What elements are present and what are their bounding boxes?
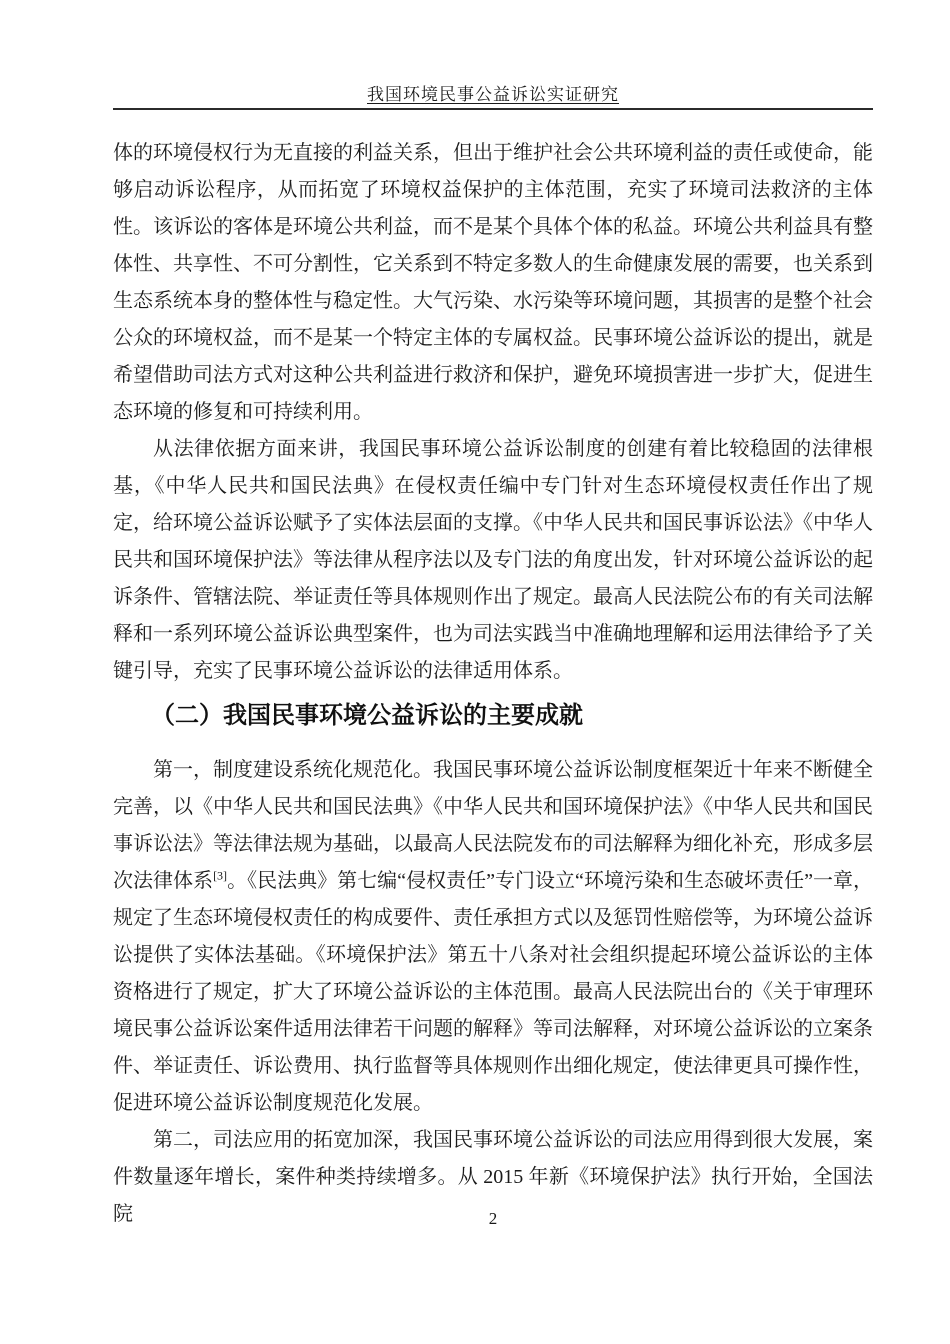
footnote-ref-3: [3] [213, 868, 228, 883]
page-header [113, 84, 873, 110]
page-body [0, 110, 950, 1233]
running-head-title: 我国环境民事公益诉讼实证研究 [367, 85, 619, 104]
page-footer [113, 1208, 873, 1230]
paragraph-first-achievement-part1: 第一，制度建设系统化规范化。我国民事环境公益诉讼制度框架近十年来不断健全完善，以《中华人民共和国民法典》《中华人民共和国环境保护法》《中华人民共和国民事诉讼法》等法律法规为基础，以最高人民法院发布的司法解释为细化补充，形成多层次法律体系 [113, 759, 873, 892]
paragraph-second-achievement: 第二，司法应用的拓宽加深，我国民事环境公益诉讼的司法应用得到很大发展，案件数量逐年增长，案件种类持续增多。从 2015 年新《环境保护法》执行开始，全国法院 [113, 1129, 873, 1225]
section-heading-achievements: （二）我国民事环境公益诉讼的主要成就 [151, 702, 583, 729]
paragraph-first-achievement [113, 752, 873, 1122]
paragraph-continuation: 体的环境侵权行为无直接的利益关系，但出于维护社会公共环境利益的责任或使命，能够启动诉讼程序，从而拓宽了环境权益保护的主体范围，充实了环境司法救济的主体性。该诉讼的客体是环境公共利益，而不是某个具体个体的私益。环境公共利益具有整体性、共享性、不可分割性，它关系到不特定多数人的生命健康发展的需要，也关系到生态系统本身的整体性与稳定性。大气污染、水污染等环境问题，其损害的是整个社会公众的环境权益，而不是某一个特定主体的专属权益。民事环境公益诉讼的提出，就是希望借助司法方式对这种公共利益进行救济和保护，避免环境损害进一步扩大，促进生态环境的修复和可持续利用。 [113, 142, 873, 423]
page-number: 2 [488, 1209, 498, 1228]
paragraph-first-achievement-part2: 。《民法典》第七编“侵权责任”专门设立“环境污染和生态破坏责任”一章，规定了生态环境侵权责任的构成要件、责任承担方式以及惩罚性赔偿等，为环境公益诉讼提供了实体法基础。《环境保护法》第五十八条对社会组织提起环境公益诉讼的主体资格进行了规定，扩大了环境公益诉讼的主体范围。最高人民法院出台的《关于审理环境民事公益诉讼案件适用法律若干问题的解释》等司法解释，对环境公益诉讼的立案条件、举证责任、诉讼费用、执行监督等具体规则作出细化规定，使法律更具可操作性，促进环境公益诉讼制度规范化发展。 [113, 870, 873, 1114]
paragraph-legal-basis: 从法律依据方面来讲，我国民事环境公益诉讼制度的创建有着比较稳固的法律根基，《中华人民共和国民法典》在侵权责任编中专门针对生态环境侵权责任作出了规定，给环境公益诉讼赋予了实体法层面的支撑。《中华人民共和国民事诉讼法》《中华人民共和国环境保护法》等法律从程序法以及专门法的角度出发，针对环境公益诉讼的起诉条件、管辖法院、举证责任等具体规则作出了规定。最高人民法院公布的有关司法解释和一系列环境公益诉讼典型案件，也为司法实践当中准确地理解和运用法律给予了关键引导，充实了民事环境公益诉讼的法律适用体系。 [113, 438, 873, 682]
